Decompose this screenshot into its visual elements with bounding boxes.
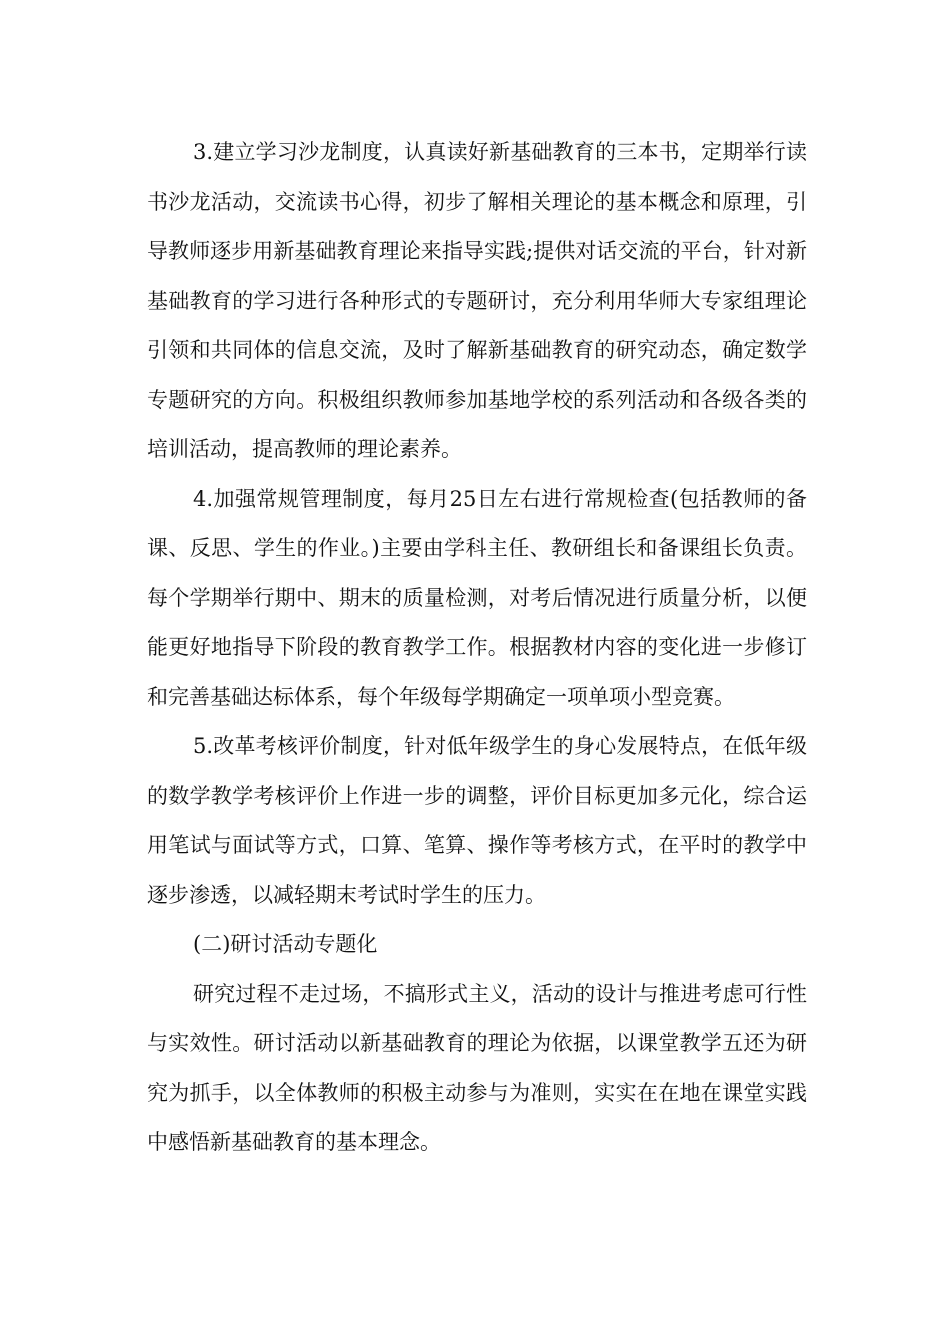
paragraph-assessment-reform: 5.改革考核评价制度，针对低年级学生的身心发展特点，在低年级的数学教学考核评价上作进一步的调整，评价目标更加多元化，综合运用笔试与面试等方式，口算、笔算、操作等考核方式，在平时的教学中逐步渗透，以减轻期末考试时学生的压力。: [147, 734, 807, 907]
paragraph-routine-management: 4.加强常规管理制度，每月25日左右进行常规检查(包括教师的备课、反思、学生的作业。)主要由学科主任、教研组长和备课组长负责。每个学期举行期中、期末的质量检测，对考后情况进行质量分析，以便能更好地指导下阶段的教育教学工作。根据教材内容的变化进一步修订和完善基础达标体系，每个年级每学期确定一项单项小型竞赛。: [147, 486, 807, 709]
paragraph-research-activities: 研究过程不走过场，不搞形式主义，活动的设计与推进考虑可行性与实效性。研讨活动以新基础教育的理论为依据，以课堂教学五还为研究为抓手，以全体教师的积极主动参与为准则，实实在在地在课堂实践中感悟新基础教育的基本理念。: [147, 981, 807, 1154]
document-body: [147, 128, 807, 1168]
section-heading: (二)研讨活动专题化: [193, 932, 378, 956]
paragraph-study-salon: 3.建立学习沙龙制度，认真读好新基础教育的三本书，定期举行读书沙龙活动，交流读书心得，初步了解相关理论的基本概念和原理，引导教师逐步用新基础教育理论来指导实践;提供对话交流的平台，针对新基础教育的学习进行各种形式的专题研讨，充分利用华师大专家组理论引领和共同体的信息交流，及时了解新基础教育的研究动态，确定数学专题研究的方向。积极组织教师参加基地学校的系列活动和各级各类的培训活动，提高教师的理论素养。: [147, 140, 807, 461]
